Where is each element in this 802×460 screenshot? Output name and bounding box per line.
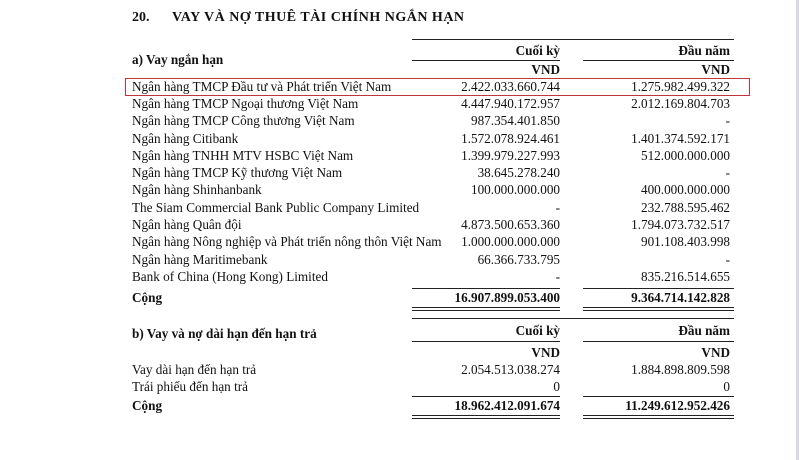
total-start: 11.249.612.952.426: [625, 398, 730, 413]
section-b-title: b) Vay và nợ dài hạn đến hạn trả: [132, 326, 317, 341]
col-start-unit: VND: [701, 345, 730, 360]
row-name: Ngân hàng TMCP Kỹ thương Việt Nam: [132, 165, 343, 180]
row-end: 2.054.513.038.274: [461, 362, 560, 377]
total-rule-top: [583, 396, 734, 397]
col-start-header: Đầu năm: [678, 323, 730, 338]
row-name: Ngân hàng TNHH MTV HSBC Việt Nam: [132, 148, 354, 163]
page-edge: [796, 0, 799, 460]
total-start: 9.364.714.142.828: [631, 290, 730, 305]
col-end-unit: VND: [531, 62, 560, 77]
total-rule-bottom: [583, 307, 734, 311]
section-title: VAY VÀ NỢ THUÊ TÀI CHÍNH NGẮN HẠN: [172, 10, 465, 25]
row-end: 2.422.033.660.744: [461, 79, 560, 94]
col-end-rule: [412, 341, 560, 342]
row-name: Ngân hàng TMCP Ngoại thương Việt Nam: [132, 96, 359, 111]
total-rule-bottom: [412, 307, 560, 311]
row-start: 0: [723, 379, 730, 394]
row-end: 1.572.078.924.461: [461, 131, 560, 146]
section-a-title: a) Vay ngắn hạn: [132, 52, 224, 67]
total-rule-bottom: [583, 415, 734, 419]
row-start: -: [725, 113, 730, 128]
header-rule: [412, 318, 734, 319]
row-end: -: [555, 269, 560, 284]
row-name: Ngân hàng Maritimebank: [132, 252, 268, 267]
row-name: The Siam Commercial Bank Public Company Limited: [132, 200, 420, 215]
row-start: 232.788.595.462: [640, 200, 730, 215]
row-end: 4.447.940.172.957: [461, 96, 560, 111]
col-start-rule: [583, 341, 734, 342]
col-start-rule: [583, 60, 734, 61]
row-start: 400.000.000.000: [640, 182, 730, 197]
col-end-header: Cuối kỳ: [515, 323, 560, 338]
header-rule: [412, 39, 734, 40]
row-start: 835.216.514.655: [640, 269, 730, 284]
row-name: Ngân hàng Quân đội: [132, 217, 242, 232]
row-start: -: [725, 165, 730, 180]
row-end: -: [555, 200, 560, 215]
row-start: 1.401.374.592.171: [631, 131, 730, 146]
col-end-unit: VND: [531, 345, 560, 360]
row-name: Ngân hàng Citibank: [132, 131, 239, 146]
section-number: 20.: [132, 10, 150, 25]
total-label: Cộng: [132, 398, 163, 413]
row-name: Ngân hàng Nông nghiệp và Phát triển nông thôn Việt Nam: [132, 234, 442, 249]
row-end: 4.873.500.653.360: [461, 217, 560, 232]
row-end: 987.354.401.850: [470, 113, 560, 128]
row-end: 66.366.733.795: [477, 252, 560, 267]
total-rule-top: [412, 288, 560, 289]
row-end: 0: [553, 379, 560, 394]
row-name: Ngân hàng TMCP Đầu tư và Phát triển Việt Nam: [132, 79, 392, 94]
total-rule-top: [412, 396, 560, 397]
total-end: 16.907.899.053.400: [454, 290, 560, 305]
row-start: 1.275.982.499.322: [631, 79, 730, 94]
row-name: Ngân hàng Shinhanbank: [132, 182, 262, 197]
row-name: Bank of China (Hong Kong) Limited: [132, 269, 328, 284]
row-name: Ngân hàng TMCP Công thương Việt Nam: [132, 113, 355, 128]
total-rule-bottom: [412, 415, 560, 419]
row-start: 1.794.073.732.517: [631, 217, 730, 232]
row-start: 901.108.403.998: [640, 234, 730, 249]
row-start: 512.000.000.000: [640, 148, 730, 163]
row-start: 2.012.169.804.703: [631, 96, 730, 111]
row-end: 1.399.979.227.993: [461, 148, 560, 163]
col-end-rule: [412, 60, 560, 61]
row-end: 1.000.000.000.000: [461, 234, 560, 249]
col-end-header: Cuối kỳ: [515, 43, 560, 58]
row-end: 100.000.000.000: [470, 182, 560, 197]
row-name: Trái phiếu đến hạn trả: [132, 379, 248, 394]
row-end: 38.645.278.240: [477, 165, 560, 180]
col-start-header: Đầu năm: [678, 43, 730, 58]
total-label: Cộng: [132, 290, 163, 305]
row-name: Vay dài hạn đến hạn trả: [132, 362, 257, 377]
total-end: 18.962.412.091.674: [454, 398, 560, 413]
total-rule-top: [583, 288, 734, 289]
row-start: 1.884.898.809.598: [631, 362, 730, 377]
row-start: -: [725, 252, 730, 267]
col-start-unit: VND: [701, 62, 730, 77]
